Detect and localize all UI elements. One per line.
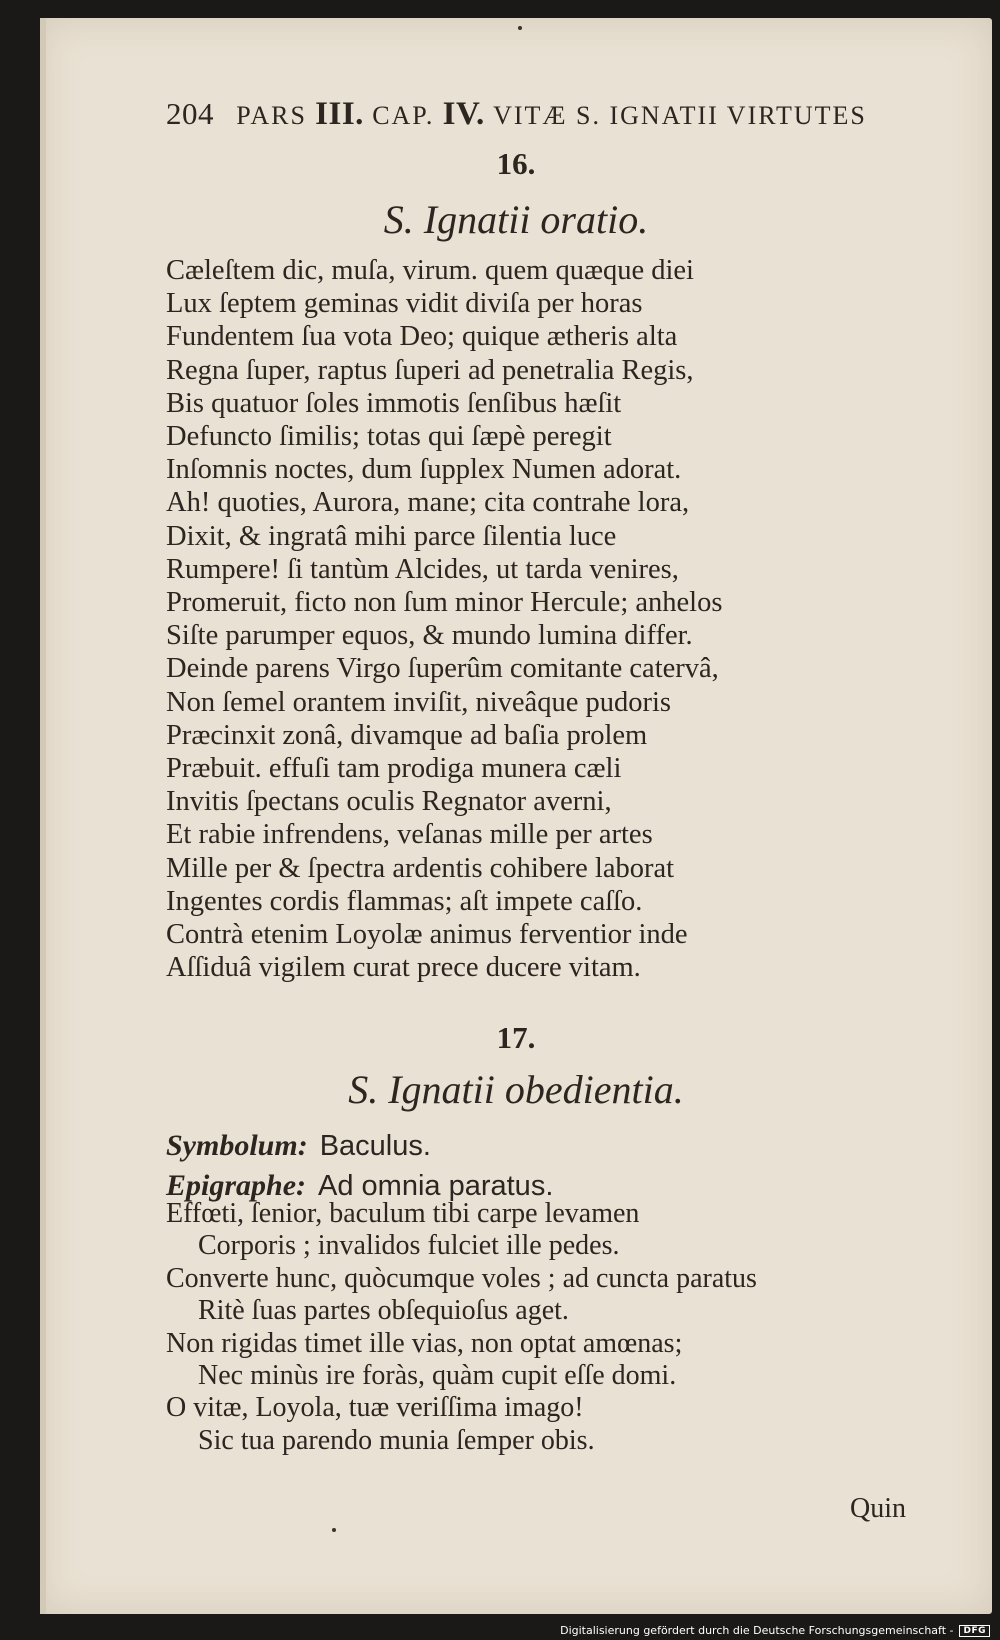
verse-line: Bis quatuor ſoles immotis ſenſibus hæſit bbox=[166, 387, 622, 419]
epigraphe-value: Ad omnia paratus. bbox=[318, 1170, 554, 1202]
book-page bbox=[40, 18, 992, 1614]
verse-line: Non rigidas timet ille vias, non optat amœnas; bbox=[166, 1327, 683, 1359]
symbolum-value: Baculus. bbox=[319, 1130, 431, 1162]
verse-line: Præbuit. effuſi tam prodiga munera cæli bbox=[166, 753, 622, 785]
verse-line: Ritè ſuas partes obſequioſus aget. bbox=[198, 1295, 569, 1327]
verse-line: Cæleſtem dic, muſa, virum. quem quæque diei bbox=[166, 255, 694, 286]
verse-line: Promeruit, ficto non ſum minor Hercule; anhelos bbox=[166, 587, 723, 619]
header-running-title: VITÆ S. IGNATII VIRTUTES bbox=[493, 101, 867, 130]
verse-line: Nec minùs ire foràs, quàm cupit eſſe domi. bbox=[198, 1360, 677, 1392]
verse-line: Converte hunc, quòcumque voles ; ad cuncta paratus bbox=[166, 1262, 757, 1294]
verse-line: Contrà etenim Loyolæ animus ferventior inde bbox=[166, 919, 688, 951]
verse-line: Et rabie infrendens, veſanas mille per artes bbox=[166, 819, 653, 851]
verse-line: Siſte parumper equos, & mundo lumina differ. bbox=[166, 620, 693, 652]
emblem-block bbox=[166, 1126, 966, 1206]
digitization-footer bbox=[560, 1624, 990, 1637]
verse-line: Corporis ; invalidos fulciet ille pedes. bbox=[198, 1230, 620, 1262]
section-17-verses bbox=[166, 1198, 966, 1457]
page-number: 204 bbox=[166, 96, 214, 131]
verse-line: Fundentem ſua vota Deo; quique ætheris alta bbox=[166, 321, 678, 353]
section-17-number: 17. bbox=[496, 1020, 536, 1055]
section-16-title: S. Ignatii oratio. bbox=[383, 197, 649, 242]
dfg-logo: DFG bbox=[959, 1625, 990, 1637]
verse-line: Ingentes cordis flammas; aſt impete caſſo. bbox=[166, 885, 643, 917]
symbolum-line bbox=[166, 1126, 966, 1166]
verse-line: Dixit, & ingratâ mihi parce ſilentia luce bbox=[166, 520, 617, 552]
verse-line: Rumpere! ſi tantùm Alcides, ut tarda venires, bbox=[166, 553, 679, 585]
verse-line: Mille per & ſpectra ardentis cohibere laborat bbox=[166, 852, 675, 884]
verse-line: Lux ſeptem geminas vidit diviſa per horas bbox=[166, 288, 643, 320]
verse-line: Inſomnis noctes, dum ſupplex Numen adorat. bbox=[166, 454, 682, 486]
running-header bbox=[166, 96, 956, 133]
section-16-verses bbox=[166, 254, 966, 984]
ink-speck bbox=[332, 1528, 336, 1532]
verse-line: Effœti, ſenior, baculum tibi carpe levamen bbox=[166, 1198, 640, 1229]
verse-line: Sic tua parendo munia ſemper obis. bbox=[198, 1424, 595, 1456]
verse-line: Regna ſuper, raptus ſuperi ad penetralia Regis, bbox=[166, 354, 694, 386]
verse-line: Non ſemel orantem inviſit, niveâque pudoris bbox=[166, 686, 671, 718]
verse-line: Præcinxit zonâ, divamque ad baſia prolem bbox=[166, 719, 648, 751]
page-edge bbox=[40, 18, 46, 1614]
catchword: Quin bbox=[850, 1493, 906, 1524]
section-16-number: 16. bbox=[496, 146, 536, 181]
ink-speck bbox=[518, 26, 522, 30]
header-pars-num: III. bbox=[315, 96, 364, 132]
footer-text: Digitalisierung gefördert durch die Deutsche Forschungsgemeinschaft - bbox=[560, 1624, 954, 1637]
verse-line: Invitis ſpectans oculis Regnator averni, bbox=[166, 786, 612, 818]
verse-line: Aſſiduâ vigilem curat prece ducere vitam. bbox=[166, 952, 641, 984]
section-17-title: S. Ignatii obedientia. bbox=[348, 1067, 684, 1112]
header-pars: PARS bbox=[236, 101, 307, 130]
symbolum-label: Symbolum: bbox=[166, 1129, 308, 1162]
epigraphe-label: Epigraphe: bbox=[166, 1169, 307, 1202]
verse-line: Ah! quoties, Aurora, mane; cita contrahe lora, bbox=[166, 487, 690, 519]
verse-line: Deinde parens Virgo ſuperûm comitante catervâ, bbox=[166, 653, 719, 685]
verse-line: O vitæ, Loyola, tuæ veriſſima imago! bbox=[166, 1392, 584, 1424]
header-cap-num: IV. bbox=[442, 96, 485, 132]
verse-line: Defuncto ſimilis; totas qui ſæpè peregit bbox=[166, 421, 612, 453]
header-cap: CAP. bbox=[372, 101, 435, 130]
